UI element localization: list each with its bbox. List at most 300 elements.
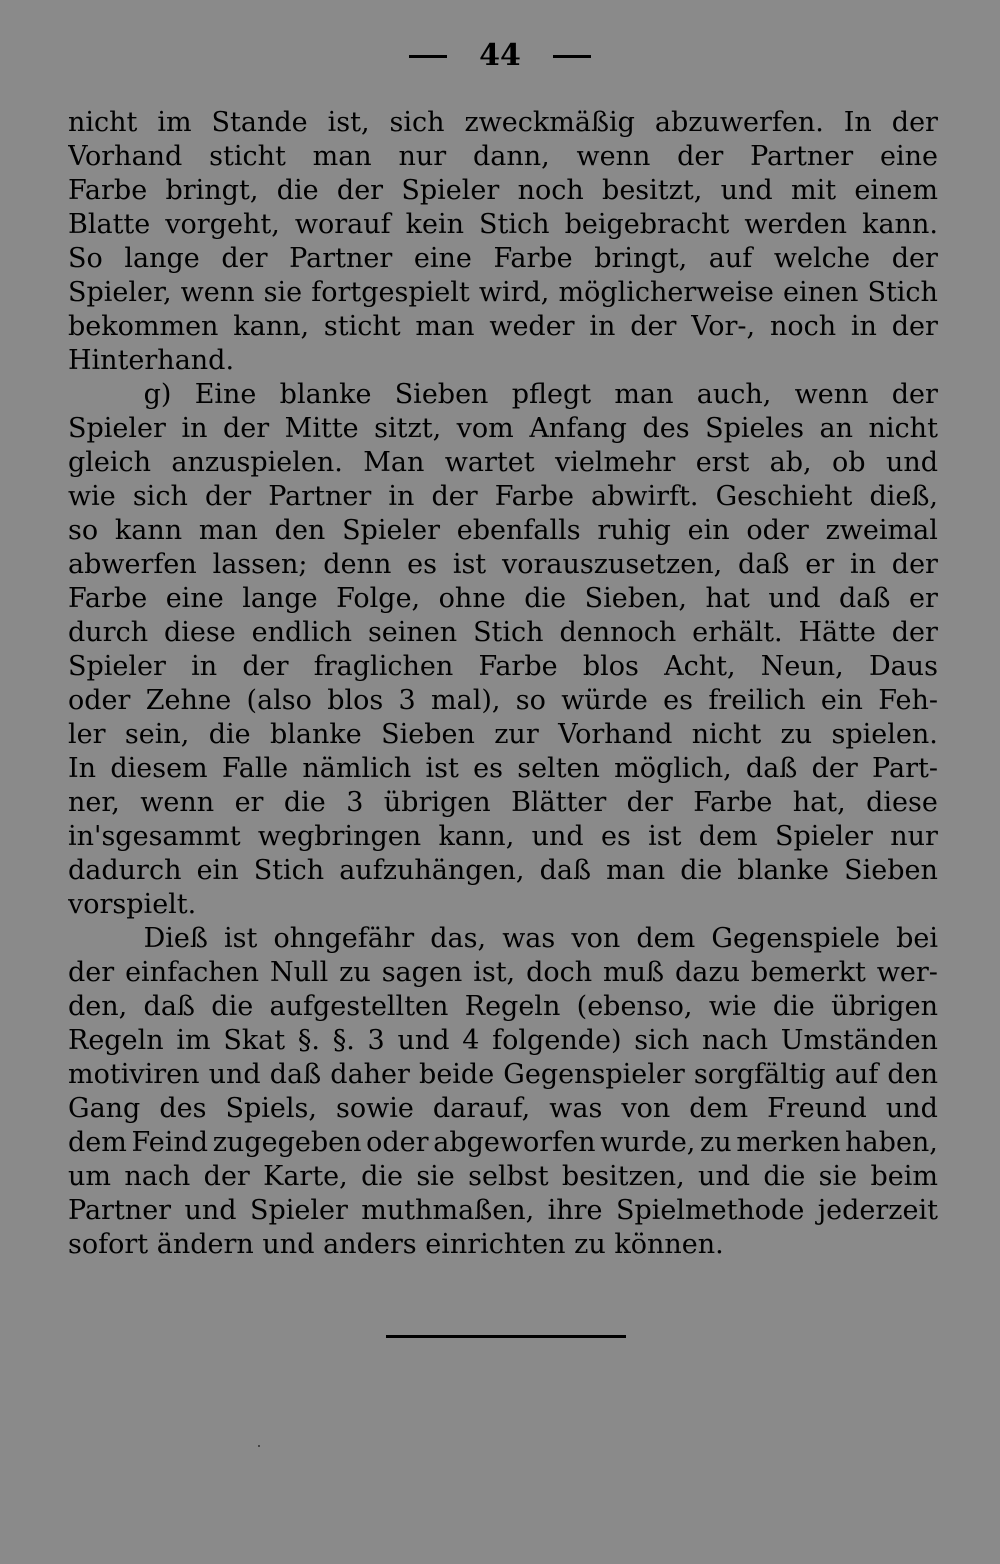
word: blos (327, 685, 384, 716)
word: In (68, 753, 97, 784)
word: diesem (110, 753, 208, 784)
word: Neun, (760, 651, 844, 682)
text-line (68, 1058, 938, 1092)
word: worauf (294, 209, 391, 240)
word: oder (366, 1127, 429, 1158)
word: Partner (289, 243, 393, 274)
word: denn (323, 549, 392, 580)
text-line (68, 990, 938, 1024)
word: werden (744, 209, 848, 240)
word: einem (854, 175, 938, 206)
word: vorspielt. (68, 889, 197, 920)
word: die (276, 175, 319, 206)
word: und (720, 175, 773, 206)
word: und (184, 1195, 237, 1226)
word: er (805, 549, 835, 580)
word: einrichten (425, 1229, 566, 1260)
word: motiviren (68, 1059, 200, 1090)
word: daß (143, 991, 195, 1022)
word: nicht (868, 413, 938, 444)
word: ihre (547, 1195, 603, 1226)
word: Geschieht (715, 481, 853, 512)
word: Folge, (336, 583, 421, 614)
word: die (208, 719, 251, 750)
word: sie (818, 1161, 858, 1192)
word: und (698, 1161, 751, 1192)
word: einfachen (125, 957, 260, 988)
word: eine (879, 141, 938, 172)
word: wurde, (600, 1127, 696, 1158)
word: Spieler (68, 413, 166, 444)
word: Umständen (780, 1025, 938, 1056)
text-line (68, 684, 938, 718)
header-dash-right (553, 55, 591, 58)
word: aufzuhängen, (339, 855, 525, 886)
word: Spiels, (225, 1093, 317, 1124)
word: beide (419, 1059, 495, 1090)
word: lassen; (212, 549, 308, 580)
text-line (68, 1228, 938, 1262)
word: in (181, 413, 208, 444)
word: aufgestellten (269, 991, 449, 1022)
word: daher (330, 1059, 410, 1090)
word: der (891, 243, 938, 274)
word: was (549, 1093, 603, 1124)
word: möglicherweise (558, 277, 774, 308)
word: Stande (211, 107, 308, 138)
word: würde (561, 685, 648, 716)
word: er (908, 583, 938, 614)
word: ein (820, 685, 863, 716)
word: sich (132, 481, 188, 512)
word: in (589, 311, 616, 342)
word: es (407, 549, 437, 580)
word: anders (323, 1229, 417, 1260)
word: die (211, 991, 254, 1022)
word: Falle (221, 753, 289, 784)
word: ohne (438, 583, 506, 614)
text-line (68, 140, 938, 174)
word: Gegenspieler (503, 1059, 685, 1090)
word: und (885, 447, 938, 478)
word: den (887, 1059, 938, 1090)
word: Partner (268, 481, 372, 512)
word: lange (242, 583, 318, 614)
word: es (600, 821, 631, 852)
word: muß (603, 957, 665, 988)
word: Daus (868, 651, 938, 682)
word: wer- (876, 957, 938, 988)
word: §. (332, 1025, 355, 1056)
word: muthmaßen, (361, 1195, 535, 1226)
word: übrigen (383, 787, 491, 818)
word: haben, (845, 1127, 938, 1158)
word: hat (705, 583, 750, 614)
word: sie (416, 1161, 455, 1192)
word: möglich, (614, 753, 732, 784)
word: nämlich (302, 753, 412, 784)
text-line (68, 1092, 938, 1126)
word: die (680, 855, 723, 886)
word: die (361, 1161, 403, 1192)
word: so (515, 685, 546, 716)
word: ist (452, 549, 487, 580)
word: es (473, 753, 503, 784)
word: daß (269, 1059, 322, 1090)
word: fortgespielt (311, 277, 470, 308)
word: mal), (431, 685, 501, 716)
word: Vor-, (691, 311, 756, 342)
word: der (203, 1161, 250, 1192)
word: was (502, 923, 556, 954)
word: Freund (767, 1093, 867, 1124)
word: noch (769, 311, 837, 342)
word: er (234, 787, 264, 818)
word: durch (68, 617, 149, 648)
word: Farbe (693, 787, 773, 818)
word: des (642, 413, 690, 444)
word: 3 (398, 685, 416, 716)
word: in'sgesammt (68, 821, 241, 852)
word: zweckmäßig (464, 107, 635, 138)
word: So (68, 243, 103, 274)
word: der (891, 107, 938, 138)
word: Farbe (68, 175, 148, 206)
text-line (68, 242, 938, 276)
word: bemerkt (750, 957, 866, 988)
text-line (68, 208, 938, 242)
word: daß (745, 753, 798, 784)
word: ohngefähr (273, 923, 415, 954)
word: Blätter (511, 787, 607, 818)
word: nur (398, 141, 447, 172)
word: ist, (327, 107, 370, 138)
word: gleich (68, 447, 152, 478)
word: Skat (223, 1025, 286, 1056)
word: zu (700, 1127, 732, 1158)
word: Eine (194, 379, 257, 410)
word: ob (832, 447, 866, 478)
page-header (0, 36, 1000, 76)
word: (ebenso, (576, 991, 693, 1022)
word: besitzen, (561, 1161, 685, 1192)
word: beim (870, 1161, 938, 1192)
word: Blatte (68, 209, 151, 240)
word: fraglichen (313, 651, 454, 682)
word: Acht, (664, 651, 736, 682)
word: bringt, (594, 243, 688, 274)
word: so (68, 515, 99, 546)
word: nur (890, 821, 938, 852)
word: zu (339, 957, 371, 988)
word: an (819, 413, 854, 444)
word: Part- (872, 753, 938, 784)
word: sofort (68, 1229, 149, 1260)
word: spielen. (831, 719, 938, 750)
word: diese (163, 617, 236, 648)
word: die (763, 1161, 806, 1192)
word: der (204, 481, 252, 512)
text-line (68, 718, 938, 752)
word: ebenfalls (456, 515, 581, 546)
word: Sieben (394, 379, 489, 410)
header-dash-left (409, 55, 447, 58)
word: vorauszusetzen, (501, 549, 723, 580)
word: die (524, 583, 567, 614)
word: dazu (674, 957, 740, 988)
text-line (68, 1194, 938, 1228)
word: selten (517, 753, 600, 784)
word: Stich (867, 277, 938, 308)
word: Spielmethode (615, 1195, 805, 1226)
word: der (811, 753, 858, 784)
word: und (531, 821, 584, 852)
word: Sieben (844, 855, 938, 886)
word: wird, (478, 277, 550, 308)
word: merken (736, 1127, 841, 1158)
word: selbst (468, 1161, 549, 1192)
page-number: 44 (479, 38, 521, 73)
word: sagen (381, 957, 463, 988)
word: der (242, 651, 289, 682)
text-line (68, 956, 938, 990)
text-line (68, 480, 938, 514)
word: Gegenspiele (711, 923, 880, 954)
word: vom (456, 413, 514, 444)
word: das, (430, 923, 487, 954)
word: um (68, 1161, 111, 1192)
word: endlich (251, 617, 353, 648)
text-line (68, 174, 938, 208)
word: Feind (131, 1127, 209, 1158)
word: abgeworfen (433, 1127, 596, 1158)
word: der (891, 311, 938, 342)
text-line (68, 344, 938, 378)
word: §. (297, 1025, 320, 1056)
word: noch (517, 175, 584, 206)
word: wie (68, 481, 116, 512)
word: der (630, 311, 677, 342)
word: mit (790, 175, 837, 206)
word: ruhig (597, 515, 671, 546)
word: kann (114, 515, 183, 546)
word: dieß, (869, 481, 938, 512)
word: und (768, 583, 821, 614)
word: oder (746, 515, 809, 546)
word: Dieß (143, 923, 208, 954)
word: Man (363, 447, 425, 478)
word: Partner (68, 1195, 172, 1226)
text-line (68, 888, 938, 922)
end-rule (386, 1335, 626, 1338)
word: zu (574, 1229, 606, 1260)
word: dennoch (559, 617, 677, 648)
word: abzuwerfen. (654, 107, 824, 138)
word: auch, (696, 379, 772, 410)
word: besitzt, (602, 175, 703, 206)
word: Gang (68, 1093, 141, 1124)
word: nach (124, 1161, 191, 1192)
word: der (431, 481, 478, 512)
word: Sieben (381, 719, 475, 750)
text-line (68, 786, 938, 820)
word: einen (782, 277, 859, 308)
word: g) (143, 379, 172, 410)
text-line (68, 412, 938, 446)
word: wie (708, 991, 757, 1022)
word: Vorhand (558, 719, 673, 750)
word: der (336, 175, 384, 206)
word: Spieler, (68, 277, 172, 308)
word: sitzt, (374, 413, 442, 444)
word: sticht (323, 311, 401, 342)
word: daß (539, 855, 591, 886)
word: es (663, 685, 694, 716)
word: ist (224, 923, 258, 954)
text-line (68, 446, 938, 480)
text-line (68, 276, 938, 310)
word: seinen (367, 617, 458, 648)
word: und (397, 1025, 450, 1056)
word: wenn (794, 379, 869, 410)
word: nicht (68, 107, 138, 138)
word: und (208, 1059, 261, 1090)
word: zur (494, 719, 539, 750)
word: anzuspielen. (171, 447, 343, 478)
word: sie (263, 277, 303, 308)
word: kann, (233, 311, 310, 342)
word: (also (246, 685, 312, 716)
word: kein (405, 209, 464, 240)
word: Farbe (493, 243, 573, 274)
word: bei (896, 923, 938, 954)
word: nach (702, 1025, 768, 1056)
word: erst (695, 447, 750, 478)
word: ist (425, 753, 459, 784)
word: vorgeht, (165, 209, 280, 240)
text-line (68, 378, 938, 412)
word: wartet (444, 447, 535, 478)
word: zweimal (825, 515, 938, 546)
word: ändern (156, 1229, 254, 1260)
word: sorgfältig (693, 1059, 826, 1090)
word: von (621, 1093, 671, 1124)
word: 3 (346, 787, 364, 818)
word: dem (636, 923, 696, 954)
word: im (157, 107, 192, 138)
word: Regeln (464, 991, 561, 1022)
word: dann, (472, 141, 550, 172)
word: Null (269, 957, 329, 988)
word: man (614, 379, 674, 410)
word: wenn (140, 787, 215, 818)
text-line (68, 1126, 938, 1160)
word: kann. (862, 209, 938, 240)
body-text (68, 106, 938, 1262)
word: daß (738, 549, 790, 580)
word: die (283, 787, 326, 818)
word: doch (526, 957, 593, 988)
word: sich (389, 107, 445, 138)
word: blanke (737, 855, 830, 886)
word: in (388, 481, 415, 512)
word: blanke (269, 719, 362, 750)
word: wegbringen (257, 821, 422, 852)
word: man (312, 141, 372, 172)
word: Spieler (401, 175, 500, 206)
word: Farbe (68, 583, 148, 614)
word: hat, (792, 787, 846, 818)
word: darauf, (432, 1093, 531, 1124)
word: man (198, 515, 258, 546)
text-line (68, 1160, 938, 1194)
word: bekommen (68, 311, 219, 342)
word: ab, (769, 447, 812, 478)
word: Zehne (145, 685, 232, 716)
word: sticht (209, 141, 286, 172)
word: den (274, 515, 326, 546)
word: weder (489, 311, 575, 342)
word: Feh- (878, 685, 938, 716)
word: bringt, (165, 175, 259, 206)
text-line (68, 548, 938, 582)
word: Spieler (68, 651, 166, 682)
word: auf (708, 243, 753, 274)
word: Sieben, (584, 583, 688, 614)
word: ler (68, 719, 106, 750)
word: lange (124, 243, 200, 274)
word: in (850, 311, 877, 342)
word: Farbe (478, 651, 558, 682)
word: wenn (576, 141, 651, 172)
word: vielmehr (554, 447, 676, 478)
word: im (176, 1025, 211, 1056)
text-line (68, 310, 938, 344)
word: pflegt (511, 379, 592, 410)
word: man (606, 855, 666, 886)
word: zu (780, 719, 813, 750)
word: sein, (124, 719, 190, 750)
word: der (221, 243, 268, 274)
word: und (262, 1229, 315, 1260)
word: sowie (335, 1093, 414, 1124)
word: kann, (438, 821, 515, 852)
word: dem (68, 1127, 127, 1158)
word: abwirft. (591, 481, 699, 512)
word: Karte, (263, 1161, 348, 1192)
word: dadurch (68, 855, 182, 886)
word: folgende) (492, 1025, 622, 1056)
word: diese (866, 787, 938, 818)
word: daß (839, 583, 891, 614)
text-line (68, 752, 938, 786)
word: Mitte (284, 413, 359, 444)
word: ner, (68, 787, 120, 818)
word: Hinterhand. (68, 345, 235, 376)
word: Spieler (342, 515, 440, 546)
word: des (159, 1093, 207, 1124)
word: Regeln (68, 1025, 164, 1056)
word: den, (68, 991, 128, 1022)
text-line (68, 106, 938, 140)
word: ist (648, 821, 682, 852)
word: der (677, 141, 724, 172)
word: von (571, 923, 621, 954)
text-line (68, 582, 938, 616)
word: Anfang (529, 413, 627, 444)
word: man (415, 311, 475, 342)
word: beigebracht (564, 209, 730, 240)
